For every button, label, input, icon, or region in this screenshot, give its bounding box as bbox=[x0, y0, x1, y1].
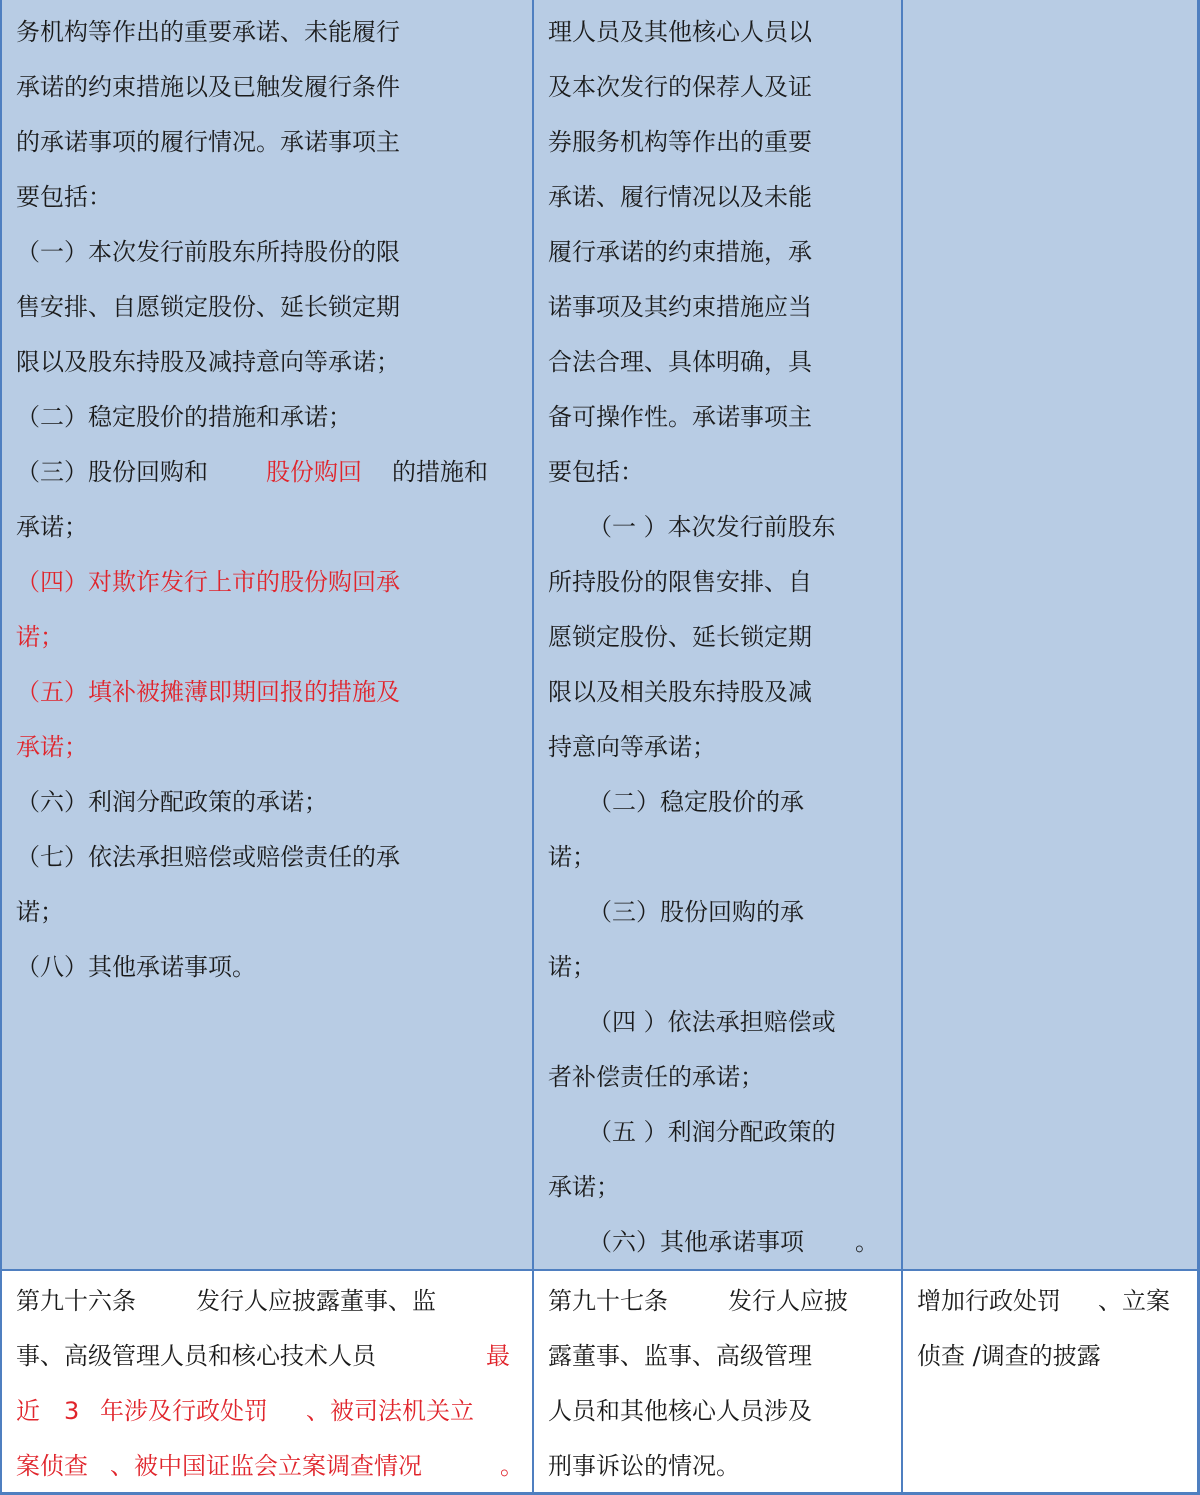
text-line: 承诺、履行情况以及未能 bbox=[548, 183, 812, 211]
text-line: 所持股份的限售安排、自 bbox=[548, 568, 812, 596]
text-line: 发行人应披 bbox=[728, 1287, 848, 1315]
text-line: 发行人应披露董事、监 bbox=[196, 1287, 436, 1315]
text-line: 侦查 /调查的披露 bbox=[917, 1342, 1101, 1370]
text-line: 履行承诺的约束措施，承 bbox=[548, 238, 812, 266]
revised-text: 最 bbox=[486, 1342, 510, 1370]
revised-text: （五）填补被摊薄即期回报的措施及 bbox=[16, 678, 400, 706]
text-line: 务机构等作出的重要承诺、未能履行 bbox=[16, 18, 400, 46]
text-line: 备可操作性。承诺事项主 bbox=[548, 403, 812, 431]
text-line: 事、高级管理人员和核心技术人员 bbox=[16, 1342, 376, 1370]
table-border-row-divider bbox=[0, 1269, 1200, 1271]
text-line: （三）股份回购和 bbox=[16, 458, 208, 486]
text-line: 的承诺事项的履行情况。承诺事项主 bbox=[16, 128, 400, 156]
text-line: 者补偿责任的承诺； bbox=[548, 1063, 764, 1091]
revised-text: （四）对欺诈发行上市的股份购回承 bbox=[16, 568, 400, 596]
text-line: （一 ）本次发行前股东 bbox=[588, 513, 836, 541]
text-line: 要包括： bbox=[16, 183, 112, 211]
text-line: 人员和其他核心人员涉及 bbox=[548, 1397, 812, 1425]
text-line: （二）稳定股价的措施和承诺； bbox=[16, 403, 352, 431]
revised-text: 。 bbox=[500, 1452, 524, 1480]
row1-col2-cell bbox=[533, 0, 902, 1270]
text-line: 限以及相关股东持股及减 bbox=[548, 678, 812, 706]
text-line: 。 bbox=[855, 1228, 879, 1256]
row2-col3-cell bbox=[902, 1270, 1200, 1495]
text-line: （五 ）利润分配政策的 bbox=[588, 1118, 836, 1146]
row1-col1-cell bbox=[0, 0, 533, 1270]
revised-text: 诺； bbox=[16, 623, 64, 651]
text-line: 露董事、监事、高级管理 bbox=[548, 1342, 812, 1370]
article-number: 第九十六条 bbox=[16, 1287, 136, 1315]
article-number: 第九十七条 bbox=[548, 1287, 668, 1315]
revised-text: 3 bbox=[64, 1397, 80, 1425]
text-line: 诺事项及其约束措施应当 bbox=[548, 293, 812, 321]
text-line: （四 ）依法承担赔偿或 bbox=[588, 1008, 836, 1036]
revised-text: 、被中国证监会立案调查情况 bbox=[110, 1452, 422, 1480]
text-line: 券服务机构等作出的重要 bbox=[548, 128, 812, 156]
text-line: 诺； bbox=[548, 843, 596, 871]
text-line: （二）稳定股价的承 bbox=[588, 788, 804, 816]
text-line: （六）其他承诺事项 bbox=[588, 1228, 804, 1256]
text-line: 理人员及其他核心人员以 bbox=[548, 18, 812, 46]
text-line: 刑事诉讼的情况。 bbox=[548, 1452, 740, 1480]
text-line: （七）依法承担赔偿或赔偿责任的承 bbox=[16, 843, 400, 871]
text-line: （六）利润分配政策的承诺； bbox=[16, 788, 328, 816]
text-line: 增加行政处罚 bbox=[917, 1287, 1061, 1315]
text-line: 的措施和 bbox=[392, 458, 488, 486]
revised-text: 近 bbox=[16, 1397, 40, 1425]
text-line: 持意向等承诺； bbox=[548, 733, 716, 761]
revised-text: 承诺； bbox=[16, 733, 88, 761]
row2-col2-cell bbox=[533, 1270, 902, 1495]
revised-text: 案侦查 bbox=[16, 1452, 88, 1480]
text-line: 及本次发行的保荐人及证 bbox=[548, 73, 812, 101]
text-line: 承诺； bbox=[16, 513, 88, 541]
revised-text: 股份购回 bbox=[266, 458, 362, 486]
text-line: 诺； bbox=[548, 953, 596, 981]
text-line: 承诺； bbox=[548, 1173, 620, 1201]
revised-text: 年涉及行政处罚 bbox=[100, 1397, 268, 1425]
text-line: 愿锁定股份、延长锁定期 bbox=[548, 623, 812, 651]
text-line: 承诺的约束措施以及已触发履行条件 bbox=[16, 73, 400, 101]
text-line: 限以及股东持股及减持意向等承诺； bbox=[16, 348, 400, 376]
revised-text: 、被司法机关立 bbox=[306, 1397, 474, 1425]
text-line: （八）其他承诺事项。 bbox=[16, 953, 256, 981]
text-line: （三）股份回购的承 bbox=[588, 898, 804, 926]
text-line: 、立案 bbox=[1098, 1287, 1170, 1315]
row1-col3-cell bbox=[902, 0, 1200, 1270]
text-line: 诺； bbox=[16, 898, 64, 926]
row2-col1-cell bbox=[0, 1270, 533, 1495]
text-line: （一）本次发行前股东所持股份的限 bbox=[16, 238, 400, 266]
text-line: 要包括： bbox=[548, 458, 644, 486]
text-line: 合法合理、具体明确，具 bbox=[548, 348, 812, 376]
text-line: 售安排、自愿锁定股份、延长锁定期 bbox=[16, 293, 400, 321]
